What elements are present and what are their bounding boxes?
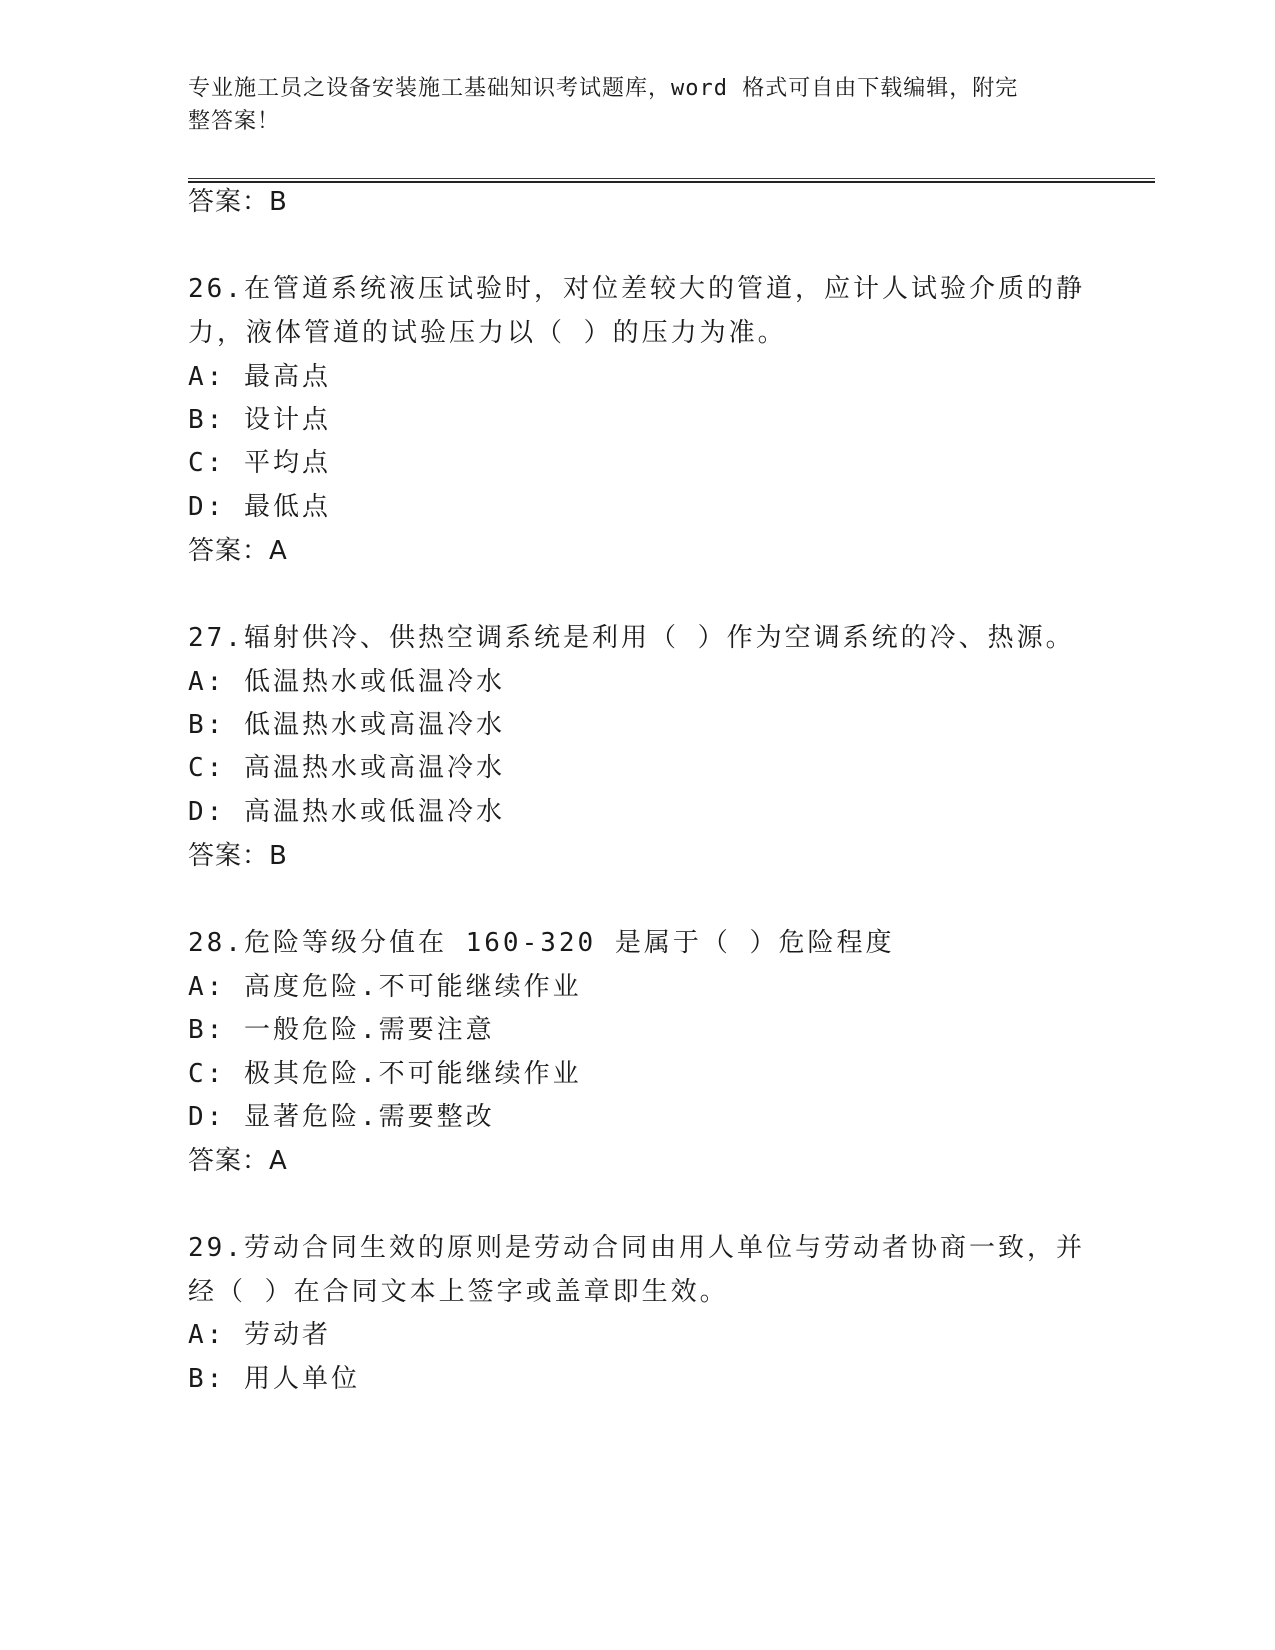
- question-28-option-d: D: 显著危险.需要整改: [188, 1102, 495, 1132]
- question-29-option-a: A: 劳动者: [188, 1320, 331, 1350]
- question-27-option-c: C: 高温热水或高温冷水: [188, 753, 505, 783]
- question-29-stem-line-1: 29.劳动合同生效的原则是劳动合同由用人单位与劳动者协商一致，并: [188, 1233, 1085, 1263]
- question-28-option-b: B: 一般危险.需要注意: [188, 1015, 495, 1045]
- question-27-option-b: B: 低温热水或高温冷水: [188, 710, 505, 740]
- question-28-answer: 答案：A: [188, 1146, 288, 1176]
- header-line-2: 整答案！: [188, 109, 281, 134]
- question-28-stem-line-1: 28.危险等级分值在 160-320 是属于（ ）危险程度: [188, 928, 895, 958]
- question-26-option-c: C: 平均点: [188, 448, 331, 478]
- question-27-option-a: A: 低温热水或低温冷水: [188, 667, 505, 697]
- question-26-option-d: D: 最低点: [188, 492, 331, 522]
- question-26-option-b: B: 设计点: [188, 405, 331, 435]
- question-28-option-c: C: 极其危险.不可能继续作业: [188, 1059, 582, 1089]
- question-27-answer: 答案：B: [188, 841, 288, 871]
- header-divider-thin: [188, 178, 1155, 179]
- document-header: [188, 72, 1088, 138]
- question-27-stem-line-1: 27.辐射供冷、供热空调系统是利用（ ）作为空调系统的冷、热源。: [188, 623, 1075, 653]
- answer-previous: 答案：B: [188, 187, 288, 217]
- question-29-option-b: B: 用人单位: [188, 1364, 360, 1394]
- header-divider-thick: [188, 181, 1155, 183]
- question-26-answer: 答案：A: [188, 536, 288, 566]
- question-26-stem-line-1: 26.在管道系统液压试验时，对位差较大的管道，应计人试验介质的静: [188, 274, 1085, 304]
- question-26-option-a: A: 最高点: [188, 362, 331, 392]
- header-line-1: 专业施工员之设备安装施工基础知识考试题库，word 格式可自由下载编辑，附完: [188, 76, 1019, 101]
- question-29-stem-line-2: 经（ ）在合同文本上签字或盖章即生效。: [188, 1277, 729, 1307]
- question-27-option-d: D: 高温热水或低温冷水: [188, 797, 505, 827]
- question-28-option-a: A: 高度危险.不可能继续作业: [188, 972, 582, 1002]
- question-26-stem-line-2: 力，液体管道的试验压力以（ ）的压力为准。: [188, 318, 787, 348]
